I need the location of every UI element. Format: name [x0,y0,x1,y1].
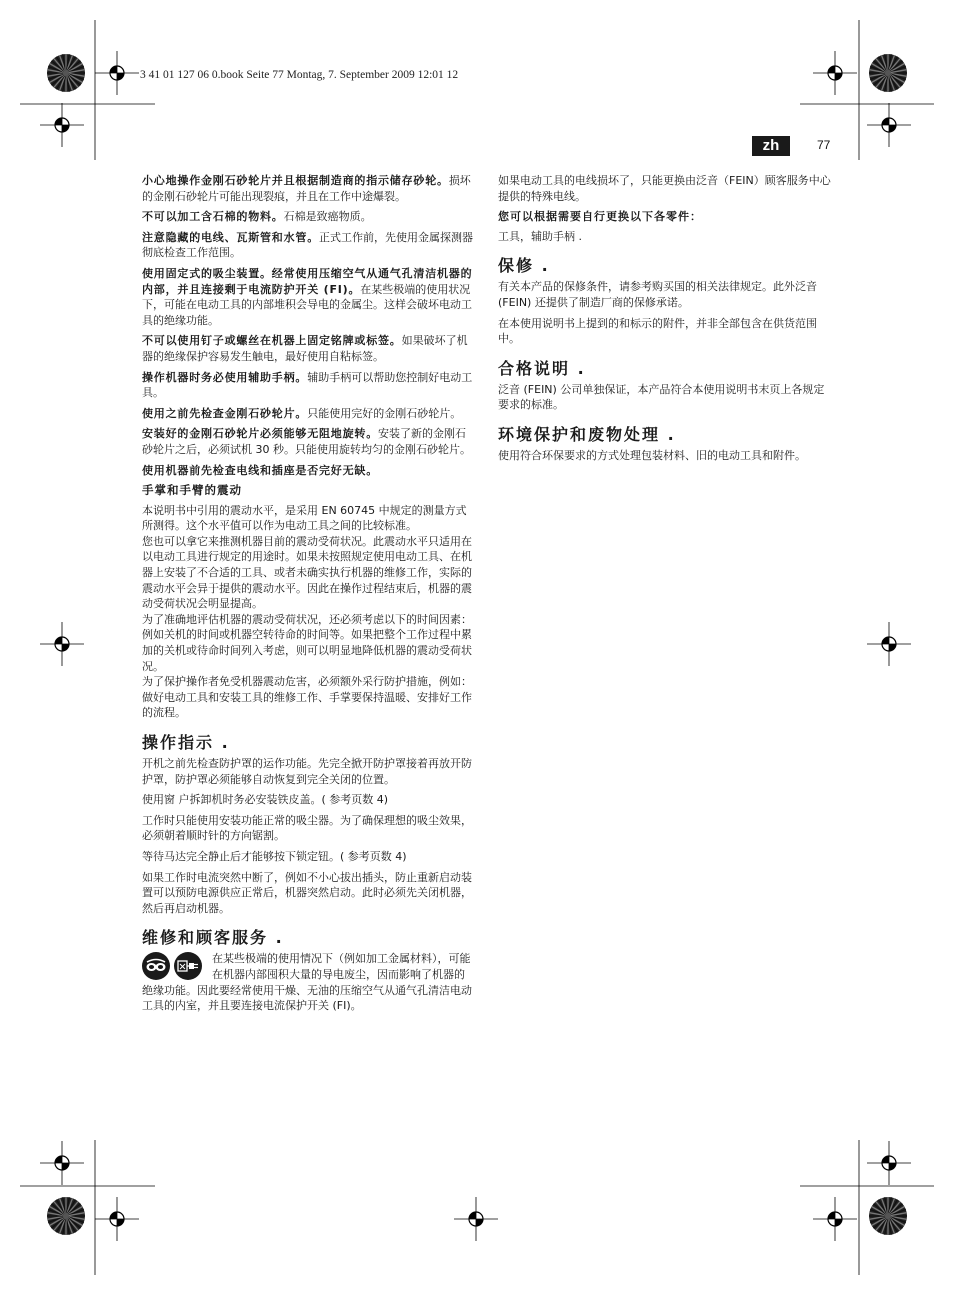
vibration-paragraph: 为了保护操作者免受机器震动危害，必须额外采行防护措施，例如：做好电动工具和安装工具的维修工作、手掌要保持温暖、安排好工作的流程。 [142,675,472,720]
print-header-line: 3 41 01 127 06 0.book Seite 77 Montag, 7. September 2009 12:01 12 [140,69,459,81]
operation-paragraph: 使用窗 户拆卸机时务必安装铁皮盖。( 参考页数 4) [142,793,389,807]
registration-crosshair [867,103,911,147]
maintenance-block [142,951,474,1013]
registration-crosshair [867,622,911,666]
registration-crosshair [813,51,857,95]
language-tab: zh [752,136,790,156]
registration-crosshair [454,1197,498,1241]
registration-crosshair [95,51,139,95]
page-number: 77 [817,138,831,152]
safety-paragraph: 不可以加工含石棉的物料。石棉是致癌物质。 [142,210,372,224]
safety-paragraph: 操作机器时务必使用辅助手柄。辅助手柄可以帮助您控制好电动工具。 [142,370,473,400]
operation-heading: 操作指示 . [142,733,230,752]
safety-paragraph: 小心地操作金刚石砂轮片并且根据制造商的指示储存砂轮。损坏的金刚石砂轮片可能出现裂痕，并且在工作中途爆裂。 [142,174,471,203]
unplug-icon [174,952,202,980]
operation-paragraph: 开机之前先检查防护罩的运作功能。先完全掀开防护罩接着再放开防护罩，防护罩必须能够自动恢复到完全关闭的位置。 [142,757,472,786]
warranty-heading: 保修 . [498,256,550,276]
conformity-paragraph: 泛音 (FEIN) 公司单独保证，本产品符合本使用说明书末页上各规定要求的标准。 [498,382,825,412]
safety-paragraph: 注意隐藏的电线、瓦斯管和水管。正式工作前，先使用金属探测器彻底检查工作范围。 [142,230,473,260]
safety-paragraph: 使用固定式的吸尘装置。经常使用压缩空气从通气孔清洁机器的内部，并且连接剩于电流防护开关 (FI)。在某些极端的使用状况下，可能在电动工具的内部堆积会导电的金属尘。这样会破坏电动工具的绝缘功能。 [142,266,473,327]
registration-crosshair [867,1141,911,1185]
maintenance-paragraph: 在某些极端的使用情况下（例如加工金属材料），可能在机器内部囤积大量的导电废尘，因而影响了机器的绝缘功能。因此要经常使用干燥、无油的压缩空气从通气孔清洁电动工具的内室，并且要连接电流保护开关 (FI)。 [142,952,472,1013]
color-target [869,1197,907,1235]
maintenance-heading: 维修和顾客服务 . [142,928,284,948]
registration-crosshair [40,622,84,666]
operation-paragraph: 工作时只能使用安装功能正常的吸尘器。为了确保理想的吸尘效果，必须朝着顺时针的方向锯割。 [142,813,472,843]
safety-paragraph: 使用机器前先检查电线和插座是否完好无缺。 [142,463,378,477]
operation-paragraph: 如果工作时电流突然中断了，例如不小心拔出插头，防止重新启动装置可以预防电源供应正常后，机器突然启动。此时必须先关闭机器，然后再启动机器。 [142,870,472,915]
right-column [498,173,832,469]
parts-heading: 您可以根据需要自行更换以下各零件： [498,210,702,224]
cable-paragraph: 如果电动工具的电线损坏了，只能更换由泛音（FEIN）顾客服务中心提供的特殊电线。 [498,174,831,203]
registration-crosshair [813,1197,857,1241]
vibration-paragraph: 本说明书中引用的震动水平，是采用 EN 60745 中规定的测量方式所测得。这个水平值可以作为电动工具之间的比较标准。 [142,503,467,533]
vibration-heading: 手掌和手臂的震动 [142,483,242,498]
safety-paragraph: 使用之前先检查金刚石砂轮片。只能使用完好的金刚石砂轮片。 [142,406,462,420]
registration-crosshair [40,1141,84,1185]
registration-crosshair [95,1197,139,1241]
conformity-heading: 合格说明 . [498,358,586,378]
warranty-paragraph: 有关本产品的保修条件，请参考购买国的相关法律规定。此外泛音 (FEIN) 还提供了制造厂商的保修承诺。 [498,280,817,309]
registration-crosshair [40,103,84,147]
operation-paragraph: 等待马达完全静止后才能够按下锁定钮。( 参考页数 4) [142,849,407,863]
safety-goggles-icon [142,952,170,980]
color-target [47,54,85,92]
environment-paragraph: 使用符合环保要求的方式处理包装材料、旧的电动工具和附件。 [498,448,806,462]
color-target [47,1197,85,1235]
vibration-paragraph: 您也可以拿它来推测机器目前的震动受荷状况。此震动水平只适用在以电动工具进行规定的用途时。如果未按照规定使用电动工具、在机器上安装了不合适的工具、或者未确实执行机器的维修工作，实际的震动水平会异于提供的震动水平。因此在操作过程结束后，机器的震动受荷状况会明显提高。 [142,534,472,611]
vibration-paragraph: 为了准确地评估机器的震动受荷状况，还必须考虑以下的时间因素：例如关机的时间或机器空转待命的时间等。如果把整个工作过程中累加的关机或待命时间列入考虑，则可以明显地降低机器的震动受荷状况。 [142,612,472,673]
color-target [869,54,907,92]
left-column [142,173,474,1019]
warranty-paragraph: 在本使用说明书上提到的和标示的附件，并非全部包含在供货范围中。 [498,316,817,346]
environment-heading: 环境保护和废物处理 . [498,424,676,444]
safety-paragraph: 安装好的金刚石砂轮片必须能够无阻地旋转。安装了新的金刚石砂轮片之后，必须试机 30 秒。只能使用旋转均匀的金刚石砂轮片。 [142,427,471,456]
parts-list: 工具，辅助手柄 . [498,229,582,243]
safety-paragraph: 不可以使用钉子或螺丝在机器上固定铭牌或标签。如果破坏了机器的绝缘保护容易发生触电，最好使用自粘标签。 [142,334,468,363]
warning-icons [142,952,208,982]
